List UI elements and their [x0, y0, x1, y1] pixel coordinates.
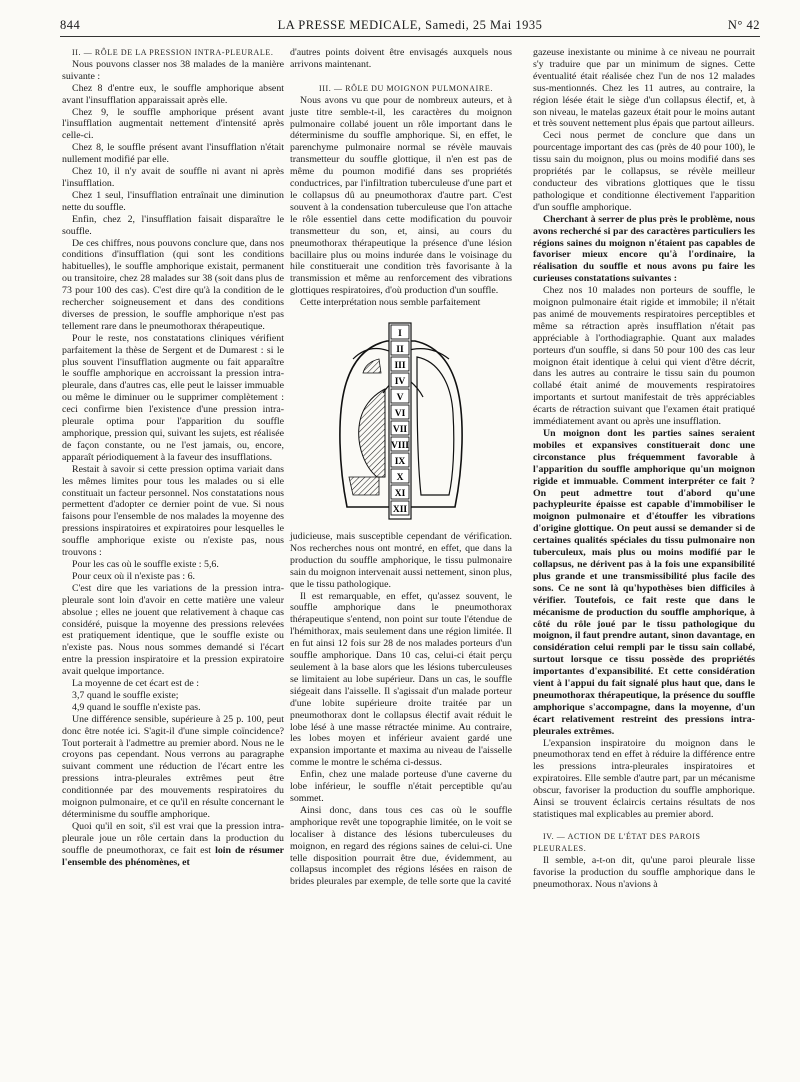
- apex-lesion: [363, 359, 381, 373]
- page-header: [60, 14, 760, 36]
- paragraph: Enfin, chez 2, l'insufflation faisait disparaître le souffle.: [62, 213, 284, 237]
- vertebra-label: I: [398, 329, 402, 340]
- vertebra-label: VII: [392, 425, 408, 436]
- paragraph: Chez 10, il n'y avait de souffle ni avant ni après l'insufflation.: [62, 166, 284, 189]
- vertebra-label: VI: [394, 409, 406, 420]
- paragraph: Il est remarquable, en effet, qu'assez souvent, le souffle amphorique dans le pneumothorax thérapeutique s'entend, non point sur toute l'étendue de l'hémithorax, mais seulement dans une région limitée. Il en fut ainsi 12 fois sur 28 de nos malades porteurs d'un souffle amphorique. Dans 10 cas, celui-ci était perçu seulement à la base alors que les lésions tuberculeuses se limitaient au lobe supérieur. Dans un cas, le souffle siégeait dans l'aisselle. Il s'agissait d'un malade porteur d'une lobite supérieure droite traitée par un pneumothorax dont le collapsus électif avait réduit le lobe lésé à une masse rétractée minime. Au contraire, les lobes moyen et inférieur avaient gardé une expansion importante et maxima au niveau de l'aisselle comme le montre le schéma ci-dessus.: [290, 590, 512, 769]
- paragraph: 4,9 quand le souffle n'existe pas.: [72, 701, 201, 713]
- paragraph-text: Quoi qu'il en soit, s'il est vrai que la pression intra-pleurale joue un rôle certain dans la production du souffle de pneumothorax, ce fait est: [62, 820, 284, 856]
- paragraph: Enfin, chez une malade porteuse d'une caverne du lobe inférieur, le souffle n'était perceptible qu'au sommet.: [290, 769, 512, 804]
- vertebra-label: III: [394, 361, 406, 372]
- vertebra-label: VIII: [391, 441, 409, 452]
- paragraph: Une différence sensible, supérieure à 25 p. 100, peut donc être notée ici. S'agit-il d'une simple coïncidence? Tout porterait à l'admettre au premier abord. Nous ne le croyons pas cependant. Nous verrons au paragraphe suivant comment une réduction de l'écart entre les pressions intra-pleurales extrêmes peut être conditionnée par des mouvements respiratoires du moignon pulmonaire, et ce qu'il en résulte concernant le déterminisme du souffle amphorique.: [62, 713, 284, 820]
- paragraph: Pour ceux où il n'existe pas : 6.: [72, 570, 196, 582]
- section-title-iv: IV. — ACTION DE L'ÉTAT DES PAROIS PLEURALES.: [533, 831, 701, 853]
- paragraph: La moyenne de cet écart est de :: [72, 678, 199, 690]
- paragraph: Cherchant à serrer de plus près le problème, nous avons recherché si par des caractères particuliers les régions saines du moignon n'étaient pas capables de favoriser mieux encore qu'à l'ordinaire, la réalisation du souffle et nous avons pu faire les curieuses constatations suivantes :: [533, 213, 755, 285]
- vertebra-label: IX: [394, 457, 406, 468]
- paragraph: Nous pouvons classer nos 38 malades de la manière suivante :: [62, 58, 284, 82]
- paragraph: Ainsi donc, dans tous ces cas où le souffle amphorique revêt une topographie limitée, on le voit se localiser à distance des lésions tuberculeuses du moignon, en regard des régions saines de celui-ci. Une telle disposition pourrait être due, évidemment, au collapsus incomplet des régions lésées en raison de brides pleurales par exemple, de telle sorte que la cavité: [290, 804, 512, 888]
- collapsed-lung-stump: [359, 389, 385, 477]
- vertebra-label: X: [396, 473, 404, 484]
- paragraph: De ces chiffres, nous pouvons conclure que, dans nos conditions d'insufflation (qui sont les conditions habituelles), le souffle amphorique existait, permanent ou transitoire, chez 28 malades sur 38 (soit dans plus de 73 pour 100 des cas). C'est dire qu'à la condition de le rechercher soigneusement et dans des conditions diverses de pression, le souffle amphorique n'est pas tellement rare dans le pneumothorax thérapeutique.: [62, 237, 284, 332]
- paragraph: Restait à savoir si cette pression optima variait dans les mêmes limites pour tous les malades ou si elle constituait un facteur personnel. Nos constatations nous permettent d'adopter ce dernier point de vue. Si nous faisons pour l'ensemble de nos malades la moyenne des pressions inspiratoires et expiratoires pour lesquelles le souffle amphorique existe ou n'existe pas, nous trouvons :: [62, 463, 284, 559]
- paragraph: Chez 1 seul, l'insufflation entraînait une diminution nette du souffle.: [62, 189, 284, 213]
- header-rule: [60, 36, 760, 37]
- page-number: 844: [60, 18, 81, 32]
- section-title-ii: II. — RÔLE DE LA PRESSION INTRA-PLEURALE.: [72, 48, 274, 57]
- vertebra-label: IV: [394, 377, 406, 388]
- paragraph: d'autres points doivent être envisagés auxquels nous arrivons maintenant.: [290, 47, 512, 70]
- paragraph: Chez 8 d'entre eux, le souffle amphorique absent avant l'insufflation apparaissait après elle.: [62, 82, 284, 106]
- paragraph: judicieuse, mais susceptible cependant de vérification. Nos recherches nous ont montré, en effet, que dans la production du souffle amphorique, le tissu pulmonaire sain du moignon intervenait aussi nettement, sinon plus, que le tissu pathologique.: [290, 531, 512, 590]
- left-lung: [417, 357, 454, 495]
- paragraph: Chez nos 10 malades non porteurs de souffle, le moignon pulmonaire était rigide et immobile; il n'était pas animé de mouvements respiratoires perceptibles et même sa rétraction après insufflation n'était pas appréciable à l'orthodiagraphie. Quant aux malades porteurs d'un souffle, si dans 50 pour 100 des cas leur moignon était identique à celui qui vient d'être décrit, dans les autres au contraire le tissu sain du poumon collabé était animé de mouvements respiratoires importants et surtout manifestait de très appréciables écarts de rétraction suivant que l'examen était pratiqué immédiatement avant ou après une insufflation.: [533, 285, 755, 428]
- vertebra-label: V: [396, 393, 404, 404]
- paragraph: Pour les cas où le souffle existe : 5,6.: [72, 558, 219, 570]
- paragraph: Ceci nous permet de conclure que dans un pourcentage important des cas (près de 40 pour 100), le tissu sain du moignon, plus ou moins modifié dans ses propriétés par le collapsus, se révèle meilleur conducteur des vibrations glottiques que le tissu pathologique et conditionne électivement l'apparition d'un souffle amphorique.: [533, 130, 755, 213]
- vertebra-label: XII: [392, 505, 408, 516]
- thorax-diagram: [321, 317, 481, 525]
- paragraph: Chez 8, le souffle présent avant l'insufflation n'était nullement modifié par elle.: [62, 142, 284, 166]
- paragraph: Pour le reste, nos constatations cliniques vérifient parfaitement la thèse de Sergent et de Dumarest : si le plus souvent l'insufflation augmente ou fait apparaître le souffle amphorique en accroissant la pression intra-pleurale, dans d'autres cas, elle peut le laisser immuable ou même le diminuer ou le supprimer complètement : ceci confirme bien l'existence d'une pression intra-pleurale optima pour l'apparition du souffle amphorique, pression qui, suivant les sujets, est réalisée de façon constante, ou ne l'est jamais, ou, encore, apparaît périodiquement à la faveur des insufflations.: [62, 332, 284, 463]
- journal-title: LA PRESSE MEDICALE, Samedi, 25 Mai 1935: [277, 18, 543, 32]
- column-2: [290, 47, 512, 888]
- paragraph: C'est dire que les variations de la pression intra-pleurale sont loin d'avoir en cette matière une valeur absolue ; elles ne jouent que relativement à chaque cas considéré, puisque la moyenne des pressions relevées est pratiquement identique, que le souffle existe ou n'existe pas. Nous nous sommes demandé si l'écart entre la pression inspiratoire et la pression expiratoire avait quelque importance.: [62, 582, 284, 678]
- paragraph: Un moignon dont les parties saines seraient mobiles et expansives constituerait donc une circonstance plus fréquemment favorable à l'apparition du souffle amphorique qu'un moignon rigide et immuable. Comment interpréter ce fait ? On peut admettre tout d'abord qu'une pachypleurite épaisse est capable d'immobiliser le moignon pulmonaire et d'étouffer les vibrations d'origine glottique. On peut aussi se demander si de certaines qualités spéciales du tissu pulmonaire non tuberculeux, mais plus ou moins modifié par le collapsus, ne dérivent pas à la fois une expansibilité plus grande et une transmissibilité plus facile des sons. Ce ne sont là qu'hypothèses bien difficiles à vérifier. Toutefois, ce fait reste que dans le mécanisme de production du souffle amphorique, à côté du rôle joué par le tissu pathologique du moignon, il faut prendre autant, sinon davantage, en considération celui rempli par le tissu sain collabé, surtout lorsque ce tissu possède des propriétés importantes d'expansibilité. Et cette considération vient à l'appui du fait signalé plus haut que, dans le pneumothorax thérapeutique, la présence du souffle amphorique s'accompagne, dans la moyenne, d'un écart relativement restreint des pressions intra-pleurales extrêmes.: [533, 428, 755, 737]
- section-title-iii: III. — RÔLE DU MOIGNON PULMONAIRE.: [319, 83, 493, 93]
- column-3: [533, 47, 755, 890]
- vertebra-label: XI: [394, 489, 406, 500]
- paragraph: L'expansion inspiratoire du moignon dans le pneumothorax tend en effet à réduire la différence entre les pressions intra-pleurales inspiratoires et expiratoires. Elle semble d'autre part, par un mécanisme obscur, favoriser la production du souffle amphorique. Ainsi se trouvent éclaircis certains résultats de nos statistiques mal explicables au premier abord.: [533, 737, 755, 820]
- paragraph: Nous avons vu que pour de nombreux auteurs, et à juste titre semble-t-il, les caractères du moignon pulmonaire collabé jouent un rôle important dans le déterminisme du souffle amphorique. Si, en effet, le parenchyme pulmonaire normal se révèle mauvais transmetteur du souffle glottique, il n'en est pas de même du poumon modifié dans ses propriétés conductrices, par l'infiltration tuberculeuse d'une part et le collapsus dû au pneumothorax d'autre part. C'est souvent à la condensation tuberculeuse que l'on attache le rôle essentiel dans cette modification du pouvoir transmetteur du son, et, ainsi, au cours du pneumothorax thérapeutique la présence d'une lésion bacillaire plus ou moins indurée dans le voisinage du hile constituerait une condition très favorisante à la transmission et même au renforcement des vibrations glottiques respiratoires, d'où production d'un souffle.: [290, 94, 512, 297]
- issue-number: N° 42: [727, 18, 760, 32]
- column-1: [62, 47, 284, 869]
- paragraph: Chez 9, le souffle amphorique présent avant l'insufflation augmentait nettement d'intensité après celle-ci.: [62, 106, 284, 142]
- paragraph: Il semble, a-t-on dit, qu'une paroi pleurale lisse favorise la production du souffle amphorique dans le pneumothorax. Nous n'avions à: [533, 854, 755, 890]
- paragraph: [62, 821, 284, 869]
- paragraph: 3,7 quand le souffle existe;: [72, 689, 179, 701]
- paragraph: gazeuse inexistante ou minime à ce niveau ne pourrait s'y traduire que par un minimum de signes. Cette éventualité était réalisée chez l'un de nos 12 malades sus-mentionnés. Chez les 11 autres, au contraire, la région lésée était le siège d'un collapsus électif, et, à son niveau, le matelas gazeux était pour le moins autant et très souvent nettement plus épais que partout ailleurs.: [533, 47, 755, 130]
- base-lesion: [349, 477, 379, 495]
- vertebra-label: II: [396, 345, 404, 356]
- paragraph: Cette interprétation nous semble parfaitement: [300, 297, 481, 309]
- paragraph-bold-text: loin de résumer l'ensemble des phénomènes, et: [62, 844, 284, 868]
